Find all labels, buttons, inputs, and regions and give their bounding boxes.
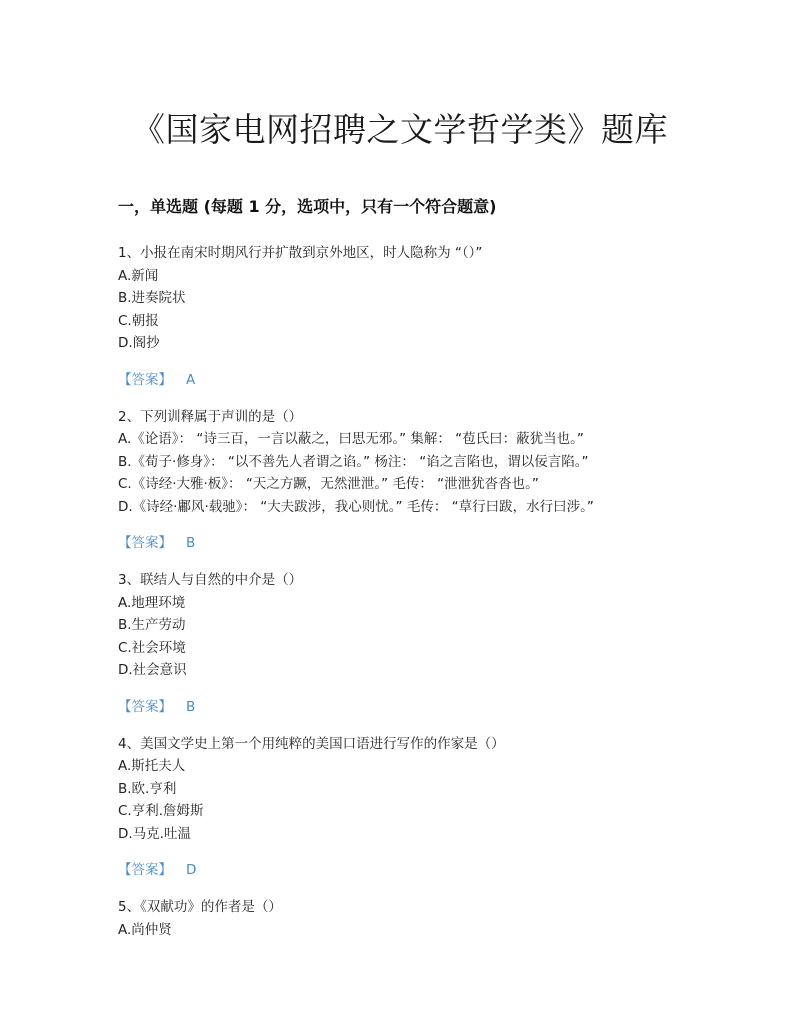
question-2 <box>118 406 738 555</box>
option-c: C.社会环境 <box>118 639 186 656</box>
answer-label: 【答案】 <box>118 862 172 878</box>
option-c: C.《诗经·大雅·板》： “天之方蹶，无然泄泄。” 毛传： “泄泄犹沓沓也。” <box>118 476 539 492</box>
option-d: D.马克.吐温 <box>118 825 191 842</box>
question-stem: 4、美国文学史上第一个用纯粹的美国口语进行写作的作家是（） <box>118 735 505 752</box>
answer-value: B <box>186 698 196 715</box>
option-d: D.阁抄 <box>118 335 160 351</box>
option-a: A.斯托夫人 <box>118 758 186 774</box>
answer-value: A <box>186 371 196 388</box>
answer-line <box>118 696 738 718</box>
answer-value: B <box>186 535 196 551</box>
question-5 <box>118 896 738 941</box>
answer-line <box>118 369 738 391</box>
question-3 <box>118 569 738 718</box>
answer-label: 【答案】 <box>118 535 172 551</box>
option-c: C.亨利.詹姆斯 <box>118 803 204 819</box>
option-d: D.社会意识 <box>118 662 187 678</box>
question-stem: 2、下列训释属于声训的是（） <box>118 408 303 425</box>
option-b: B.进奏院状 <box>118 290 186 306</box>
option-c: C.朝报 <box>118 312 159 329</box>
question-list <box>118 242 738 941</box>
answer-label: 【答案】 <box>118 698 172 715</box>
answer-label: 【答案】 <box>118 371 172 388</box>
answer-line <box>118 532 738 554</box>
question-stem: 5、《双献功》的作者是（） <box>118 899 282 915</box>
option-a: A.地理环境 <box>118 594 186 611</box>
question-4 <box>118 733 738 882</box>
option-b: B.生产劳动 <box>118 617 186 633</box>
section-heading: 一，单选题 (每题 1 分，选项中，只有一个符合题意) <box>118 197 497 216</box>
option-b: B.欧.亨利 <box>118 780 177 797</box>
option-d: D.《诗经·鄘风·载驰》： “大夫跋涉，我心则忧。” 毛传： “草行曰跋，水行曰涉。” <box>118 498 594 515</box>
option-a: A.新闻 <box>118 267 159 284</box>
option-a: A.《论语》： “诗三百，一言以蔽之，曰思无邪。” 集解： “苞氏曰：蔽犹当也。” <box>118 431 584 447</box>
question-stem: 1、小报在南宋时期风行并扩散到京外地区，时人隐称为 “（）” <box>118 245 483 261</box>
question-1 <box>118 242 738 391</box>
option-b: B.《荀子·修身》： “以不善先人者谓之谄。” 杨注： “谄之言陷也，谓以佞言陷。” <box>118 453 589 470</box>
option-a: A.尚仲贤 <box>118 921 172 938</box>
answer-line <box>118 859 738 881</box>
question-stem: 3、联结人与自然的中介是（） <box>118 572 303 588</box>
document-title: 《国家电网招聘之文学哲学类》题库 <box>132 110 668 149</box>
answer-value: D <box>186 862 197 878</box>
